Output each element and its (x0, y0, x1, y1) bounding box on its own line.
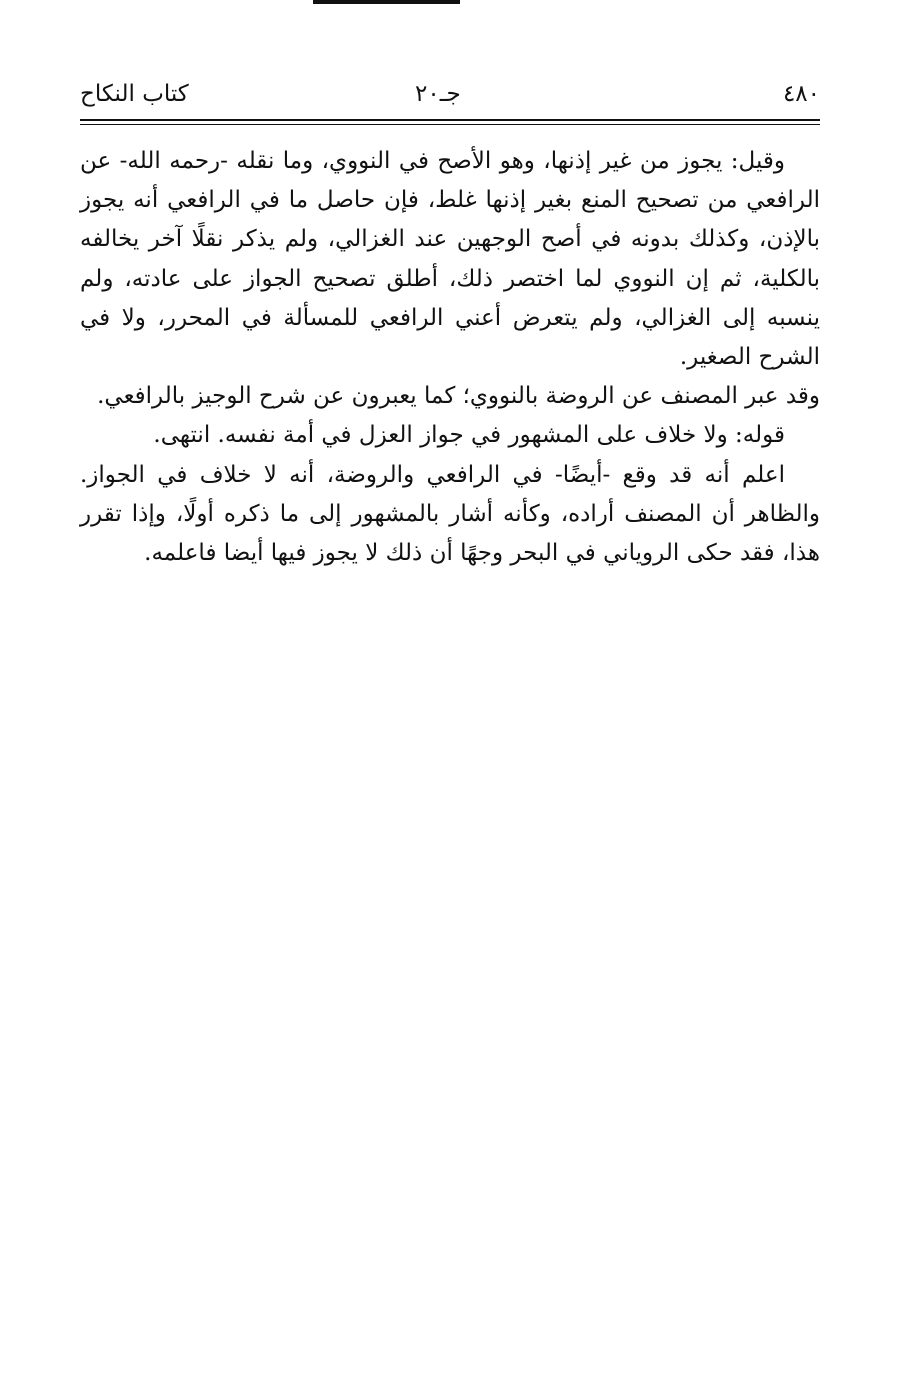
header-rule-thick (80, 119, 820, 121)
top-edge-mark (313, 0, 460, 4)
page-header (80, 78, 820, 118)
paragraph: وقيل: يجوز من غير إذنها، وهو الأصح في النووي، وما نقله -رحمه الله- عن الرافعي من تصحيح المنع بغير إذنها غلط، فإن حاصل ما في الرافعي أنه يجوز بالإذن، وكذلك بدونه في أصح الوجهين عند الغزالي، ولم يذكر نقلًا آخر يخالفه بالكلية، ثم إن النووي لما اختصر ذلك، أطلق تصحيح الجواز على عادته، ولم ينسبه إلى الغزالي، ولم يتعرض أعني الرافعي للمسألة في المحرر، ولا في الشرح الصغير. (80, 148, 820, 371)
paragraph: قوله: ولا خلاف على المشهور في جواز العزل في أمة نفسه. انتهى. (153, 422, 785, 449)
volume-label: جـ٢٠ (415, 81, 461, 107)
paragraph: وقد عبر المصنف عن الروضة بالنووي؛ كما يعبرون عن شرح الوجيز بالرافعي. (97, 383, 820, 410)
paragraph: اعلم أنه قد وقع -أيضًا- في الرافعي والروضة، أنه لا خلاف في الجواز. والظاهر أن المصنف أراده، وكأنه أشار بالمشهور إلى ما ذكره أولًا، وإذا تقرر هذا، فقد حكى الروياني في البحر وجهًا أن ذلك لا يجوز فيها أيضا فاعلمه. (80, 461, 820, 567)
header-rule-thin (80, 124, 820, 125)
body-text (80, 142, 820, 573)
book-title: كتاب النكاح (80, 81, 189, 107)
page-number: ٤٨٠ (782, 81, 820, 107)
